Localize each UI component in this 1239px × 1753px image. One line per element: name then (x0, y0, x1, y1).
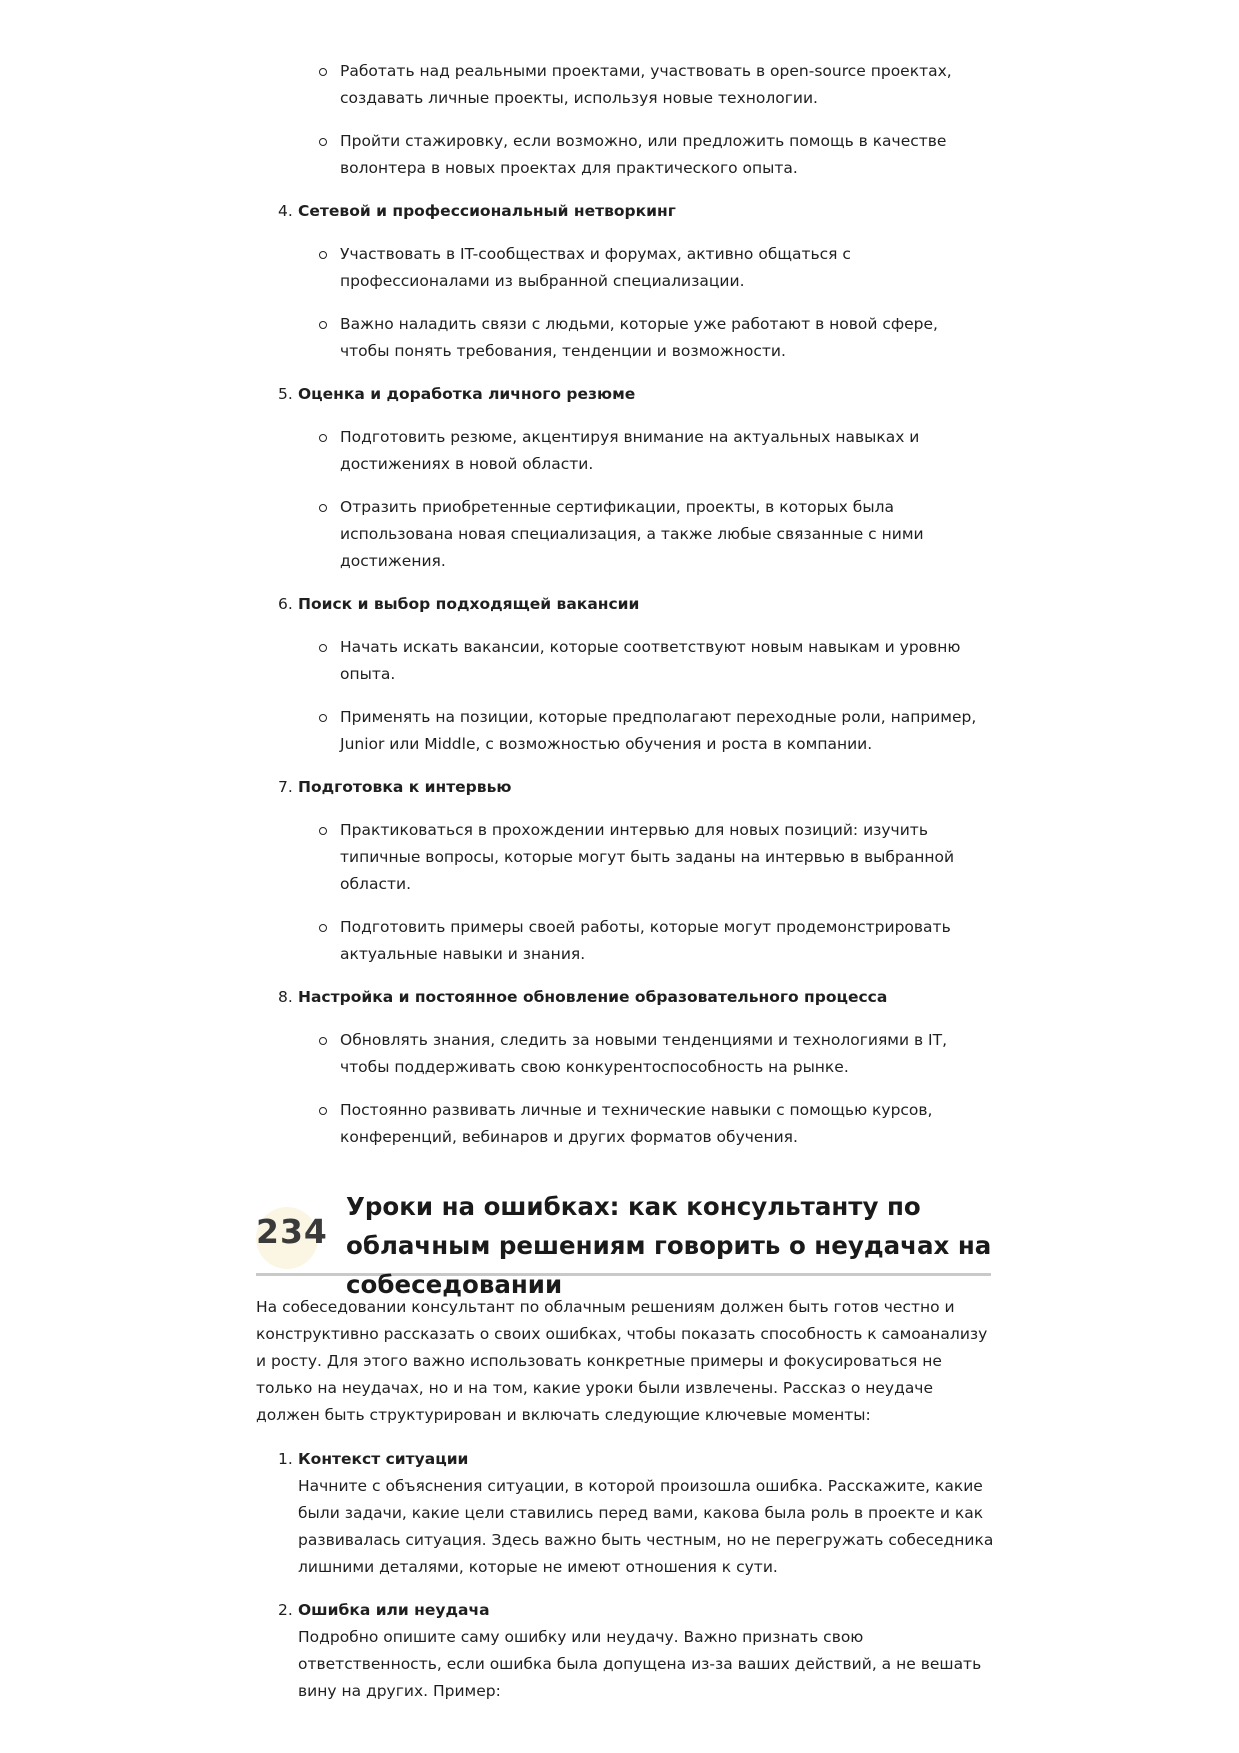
bullet-circle-icon (319, 68, 327, 76)
section-title: Уроки на ошибках: как консультанту по облачным решениям говорить о неудачах на собеседовании (346, 1192, 992, 1299)
list-item: Постоянно развивать личные и технические навыки с помощью курсов, конференций, вебинаров и других форматов обучения. (256, 1097, 991, 1151)
numbered-item-4 (256, 198, 991, 365)
bullet-circle-icon (319, 138, 327, 146)
numbered-item-8 (256, 984, 991, 1151)
bullet-list (256, 424, 991, 575)
bullet-circle-icon (319, 827, 327, 835)
list-item: Подготовить резюме, акцентируя внимание на актуальных навыках и достижениях в новой области. (256, 424, 991, 478)
item-number: 1. (278, 1450, 293, 1468)
list-item: Работать над реальными проектами, участвовать в open-source проектах, создавать личные проекты, используя новые технологии. (256, 58, 991, 112)
item-title: Настройка и постоянное обновление образовательного процесса (298, 988, 888, 1006)
list-item: Подготовить примеры своей работы, которые могут продемонстрировать актуальные навыки и знания. (256, 914, 991, 968)
numbered-item-5 (256, 381, 991, 575)
numbered-item-7 (256, 774, 991, 968)
item-title: Подготовка к интервью (298, 778, 512, 796)
list-item: Обновлять знания, следить за новыми тенденциями и технологиями в IT, чтобы поддерживать свою конкурентоспособность на рынке. (256, 1027, 991, 1081)
item-body: Начните с объяснения ситуации, в которой произошла ошибка. Расскажите, какие были задачи, какие цели ставились перед вами, какова была роль в проекте и как развивалась ситуация. Здесь важно быть честным, но не перегружать собеседника лишними деталями, которые не имеют отношения к сути. (298, 1477, 994, 1576)
list-item: Пройти стажировку, если возможно, или предложить помощь в качестве волонтера в новых проектах для практического опыта. (256, 128, 991, 182)
bullet-list (256, 1027, 991, 1151)
list-item: Отразить приобретенные сертификации, проекты, в которых была использована новая специализация, а также любые связанные с ними достижения. (256, 494, 991, 575)
bullet-circle-icon (319, 321, 327, 329)
item-title: Контекст ситуации (298, 1450, 469, 1468)
item-number: 8. (278, 988, 293, 1006)
item-number: 6. (278, 595, 293, 613)
item-title: Оценка и доработка личного резюме (298, 385, 636, 403)
bullet-circle-icon (319, 504, 327, 512)
list-item: Применять на позиции, которые предполагают переходные роли, например, Junior или Middle, с возможностью обучения и роста в компании. (256, 704, 991, 758)
bullet-list (256, 241, 991, 365)
bullet-circle-icon (319, 1037, 327, 1045)
section-intro-paragraph: На собеседовании консультант по облачным решениям должен быть готов честно и конструктивно рассказать о своих ошибках, чтобы показать способность к самоанализу и росту. Для этого важно использовать конкретные примеры и фокусироваться не только на неудачах, но и на том, какие уроки были извлечены. Рассказ о неудаче должен быть структурирован и включать следующие ключевые моменты: (256, 1298, 988, 1424)
continued-numbered-list (256, 58, 991, 1151)
numbered-item-2 (256, 1597, 996, 1705)
section-numbered-list (256, 1446, 996, 1721)
item-body: Подробно опишите саму ошибку или неудачу. Важно признать свою ответственность, если ошибка была допущена из-за ваших действий, а не вешать вину на других. Пример: (298, 1628, 982, 1700)
bullet-circle-icon (319, 714, 327, 722)
item-number: 7. (278, 778, 293, 796)
bullet-circle-icon (319, 434, 327, 442)
list-item: Практиковаться в прохождении интервью для новых позиций: изучить типичные вопросы, которые могут быть заданы на интервью в выбранной области. (256, 817, 991, 898)
item-number: 5. (278, 385, 293, 403)
numbered-item-6 (256, 591, 991, 758)
item-number: 2. (278, 1601, 293, 1619)
item-number: 4. (278, 202, 293, 220)
bullet-circle-icon (319, 251, 327, 259)
bullet-list (256, 634, 991, 758)
item-title: Ошибка или неудача (298, 1601, 490, 1619)
bullet-circle-icon (319, 644, 327, 652)
bullet-circle-icon (319, 924, 327, 932)
list-item: Начать искать вакансии, которые соответствуют новым навыкам и уровню опыта. (256, 634, 991, 688)
list-item: Участвовать в IT-сообществах и форумах, активно общаться с профессионалами из выбранной специализации. (256, 241, 991, 295)
bullet-circle-icon (319, 1107, 327, 1115)
item-title: Поиск и выбор подходящей вакансии (298, 595, 640, 613)
list-item: Важно наладить связи с людьми, которые уже работают в новой сфере, чтобы понять требования, тенденции и возможности. (256, 311, 991, 365)
numbered-item-1 (256, 1446, 996, 1581)
lead-bullet-list (256, 58, 991, 182)
bullet-list (256, 817, 991, 968)
section-number: 234 (256, 1212, 328, 1251)
section-header (256, 1187, 992, 1299)
item-title: Сетевой и профессиональный нетворкинг (298, 202, 676, 220)
